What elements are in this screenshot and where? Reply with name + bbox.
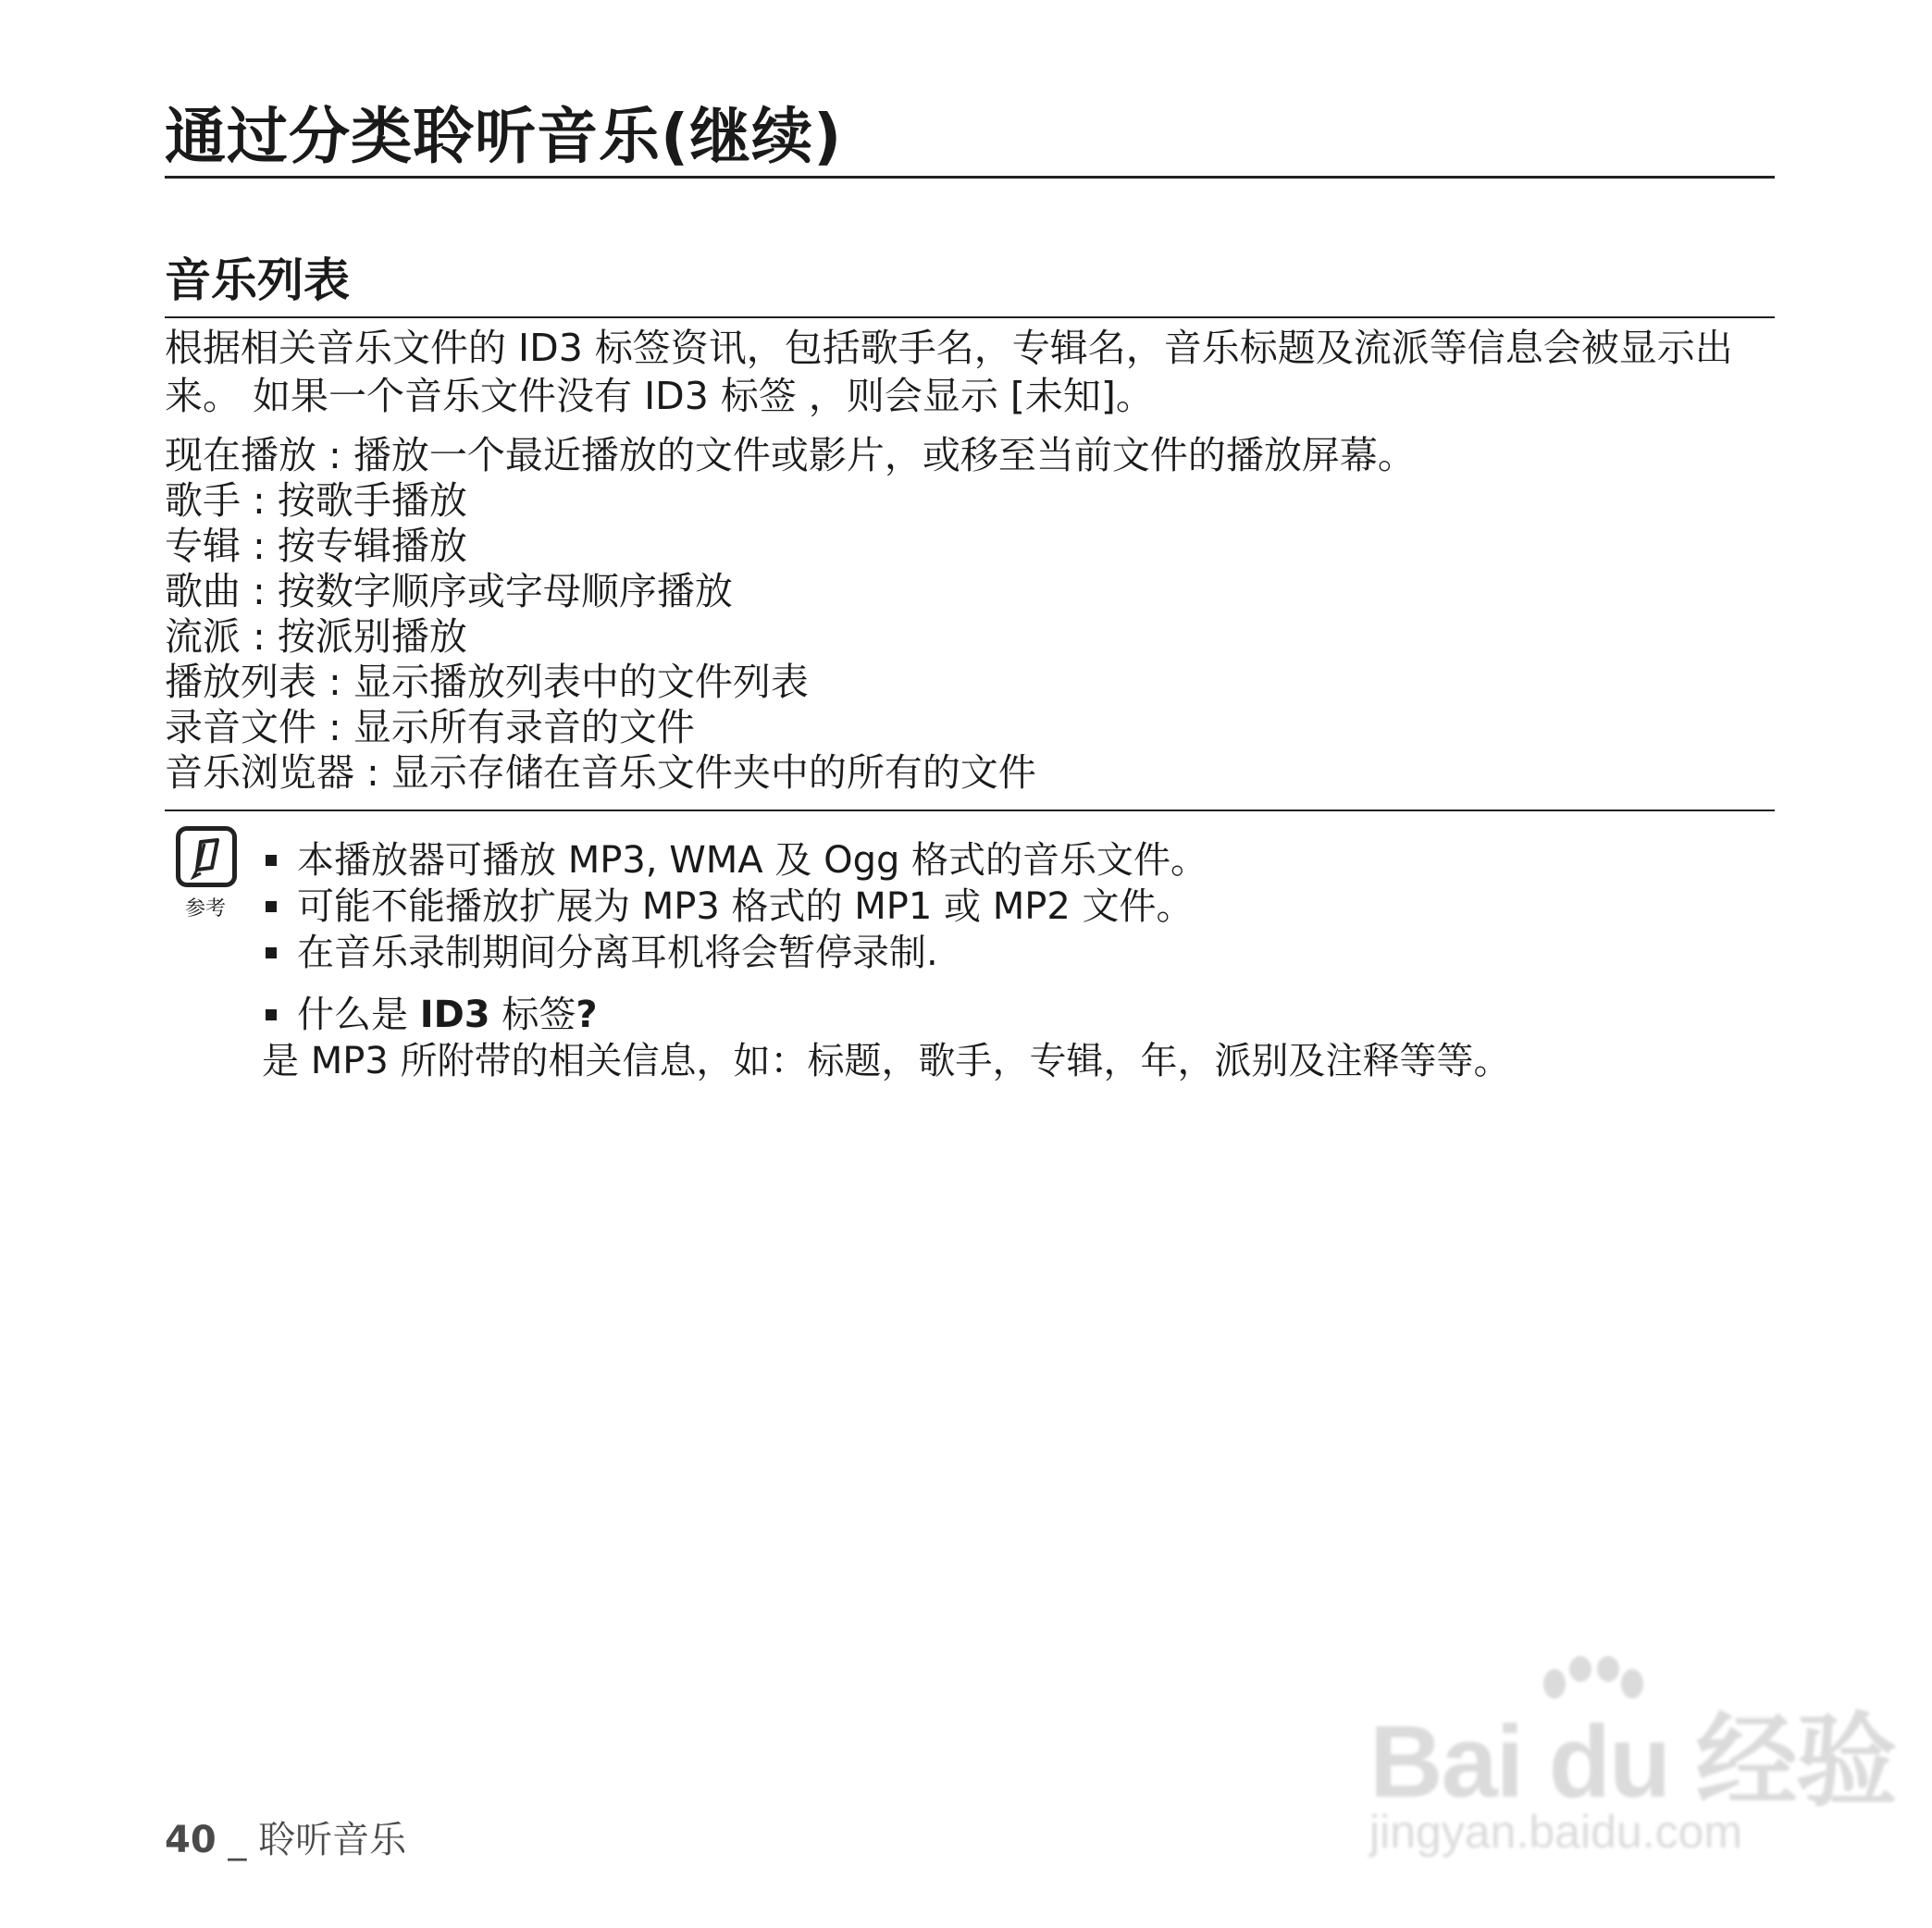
section-title: 音乐列表 bbox=[165, 253, 350, 307]
page-number: 40 bbox=[165, 1819, 217, 1861]
list-item: 流派 : 按派别播放 bbox=[165, 614, 467, 659]
list-item: 音乐浏览器 : 显示存储在音乐文件夹中的所有的文件 bbox=[165, 750, 1036, 795]
watermark-logo: Bai du 经验 bbox=[1369, 1705, 1896, 1819]
note-item bbox=[262, 884, 1208, 930]
note-list bbox=[262, 837, 1208, 976]
chapter-name: 聆听音乐 bbox=[258, 1819, 407, 1861]
note-text: 可能不能播放扩展为 MP3 格式的 MP1 或 MP2 文件。 bbox=[297, 885, 1194, 928]
section-rule bbox=[165, 316, 1775, 318]
note-item bbox=[262, 930, 1208, 976]
footer-separator: _ bbox=[216, 1819, 259, 1861]
bullet-icon bbox=[266, 947, 277, 958]
note-item bbox=[262, 837, 1208, 884]
id3-answer: 是 MP3 所附带的相关信息，如：标题，歌手，专辑，年，派别及注释等等。 bbox=[262, 1040, 1511, 1082]
note-text: 在音乐录制期间分离耳机将会暂停录制. bbox=[297, 932, 938, 974]
list-item: 歌手 : 按歌手播放 bbox=[165, 478, 467, 523]
bullet-icon bbox=[266, 855, 277, 866]
page-footer bbox=[165, 1817, 406, 1863]
baidu-watermark bbox=[1369, 1656, 1896, 1858]
note-text: 本播放器可播放 MP3, WMA 及 Ogg 格式的音乐文件。 bbox=[297, 839, 1208, 882]
note-rule bbox=[165, 810, 1775, 811]
id3-question-mark: ? bbox=[576, 994, 598, 1036]
category-list bbox=[165, 433, 1416, 796]
list-item: 歌曲 : 按数字顺序或字母顺序播放 bbox=[165, 569, 733, 613]
list-item: 现在播放 : 播放一个最近播放的文件或影片，或移至当前文件的播放屏幕。 bbox=[165, 433, 1416, 477]
title-rule bbox=[165, 176, 1775, 179]
id3-question bbox=[262, 992, 598, 1038]
id3-question-mid: 标签 bbox=[489, 994, 576, 1036]
id3-question-term: ID3 bbox=[419, 994, 490, 1036]
list-item: 播放列表 : 显示播放列表中的文件列表 bbox=[165, 660, 809, 704]
note-label: 参考 bbox=[185, 897, 227, 921]
intro-paragraph: 根据相关音乐文件的 ID3 标签资讯，包括歌手名，专辑名，音乐标题及流派等信息会被显示出来。 如果一个音乐文件没有 ID3 标签 ，则会显示 [未知]。 bbox=[165, 326, 1733, 418]
bullet-icon bbox=[266, 1009, 277, 1020]
list-item: 专辑 : 按专辑播放 bbox=[165, 524, 467, 568]
bullet-icon bbox=[266, 901, 277, 912]
id3-question-prefix: 什么是 bbox=[297, 994, 420, 1036]
page-title: 通过分类聆听音乐(继续) bbox=[165, 101, 843, 172]
list-item: 录音文件 : 显示所有录音的文件 bbox=[165, 705, 695, 749]
watermark-url: jingyan.baidu.com bbox=[1369, 1806, 1743, 1858]
note-pencil-icon bbox=[176, 826, 237, 887]
